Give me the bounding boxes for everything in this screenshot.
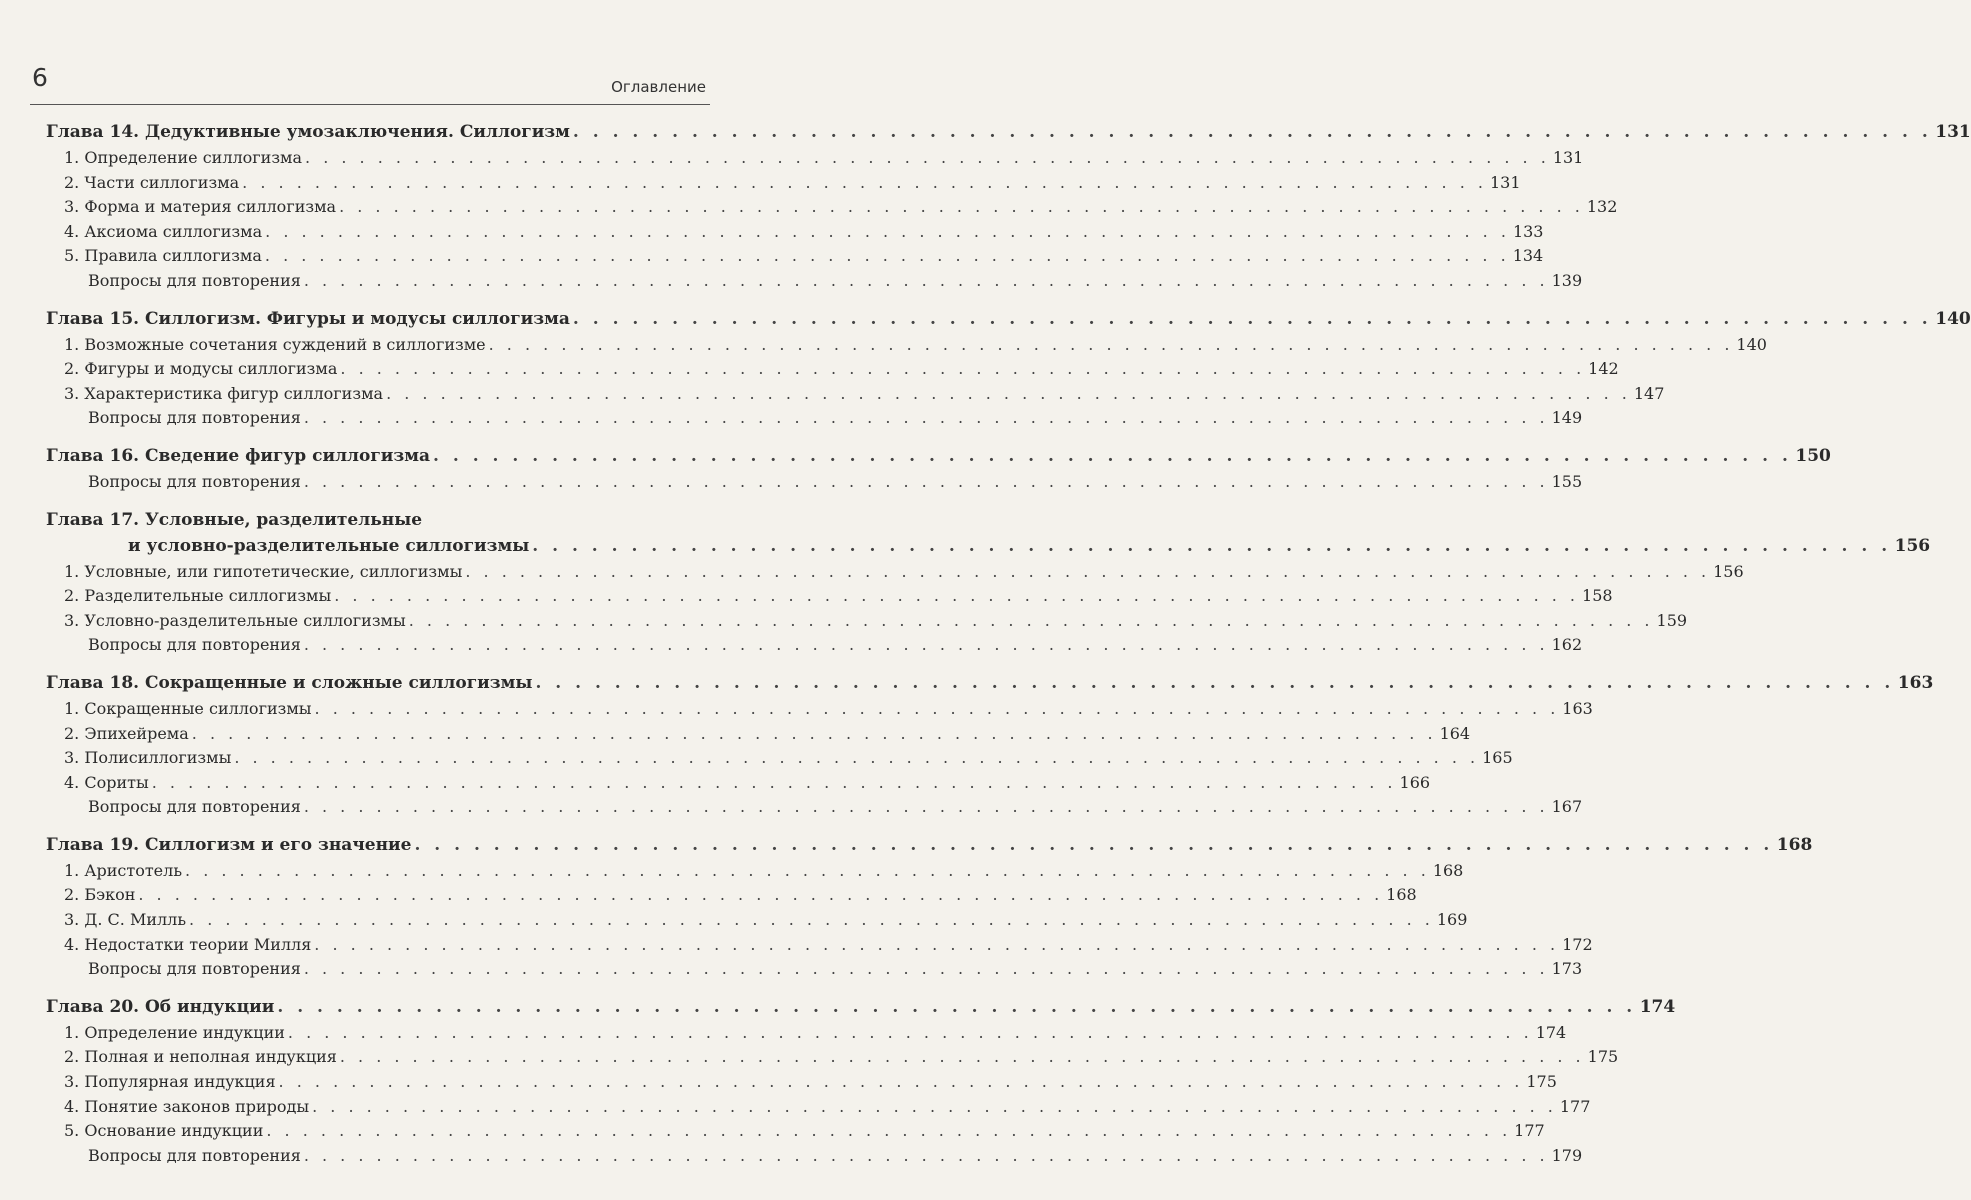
entry-title xyxy=(46,1072,276,1091)
dot-leader: . . . . . . . . . . . . . . . . . . . . . . . . . . . . . . . . . . . . . . . . . . . . . . . . . . . . . . . . . . . . . . . . . . . . . xyxy=(339,197,1584,217)
entry-page: 147 xyxy=(1633,383,1665,403)
entry-title-text: Популярная индукция xyxy=(84,1072,276,1092)
page-header xyxy=(0,0,744,106)
entry-number: 2. xyxy=(64,1047,80,1067)
dot-leader: . . . . . . . . . . . . . . . . . . . . . . . . . . . . . . . . . . . . . . . . . . . . . . . . . . . . . . . . . . . . . . . . . . . . . xyxy=(151,772,1397,792)
entry-page: 149 xyxy=(1551,408,1583,428)
chapter-block xyxy=(46,996,1676,1171)
entry-page: 155 xyxy=(1551,471,1583,491)
entry-number: 1. xyxy=(64,1022,80,1042)
entry-title-text: Глава 15. Силлогизм. Фигуры и модусы силлогизма xyxy=(46,308,570,329)
entry-page: 175 xyxy=(1587,1047,1619,1067)
entry-title xyxy=(46,1146,301,1165)
chapter-block xyxy=(46,308,1971,433)
entry-title-text: Вопросы для повторения xyxy=(88,1145,301,1165)
entry-title xyxy=(46,536,529,556)
entry-title xyxy=(46,885,135,904)
entry-title-text: Глава 14. Дедуктивные умозаключения. Силлогизм xyxy=(46,122,570,142)
entry-number: 3. xyxy=(64,1072,80,1092)
entry-title-text: Аксиома силлогизма xyxy=(84,221,263,241)
entry-number: 3. xyxy=(64,910,80,930)
dot-leader: . . . . . . . . . . . . . . . . . . . . . . . . . . . . . . . . . . . . . . . . . . . . . . . . . . . . . . . . . . . . . . . . . . . . . xyxy=(266,1121,1512,1141)
section-row xyxy=(46,910,1468,935)
review-questions-row xyxy=(46,270,1583,296)
dot-leader: . . . . . . . . . . . . . . . . . . . . . . . . . . . . . . . . . . . . . . . . . . . . . . . . . . . . . . . . . . . . . . . . . . . . . xyxy=(334,586,1580,606)
entry-page: 169 xyxy=(1436,910,1468,930)
entry-title xyxy=(46,309,570,329)
entry-title-text: Возможные сочетания суждений в силлогизме xyxy=(84,334,486,354)
entry-number: 1. xyxy=(64,334,80,354)
entry-title xyxy=(46,359,337,378)
entry-title xyxy=(46,861,182,880)
entry-title xyxy=(46,1097,309,1116)
entry-page: 174 xyxy=(1535,1022,1567,1042)
chapter-block xyxy=(46,445,1831,497)
chapter-title-row xyxy=(46,535,1931,562)
entry-title xyxy=(46,797,301,816)
entry-page: 168 xyxy=(1432,860,1464,880)
chapter-title-row xyxy=(46,122,1971,148)
section-row xyxy=(46,885,1417,910)
entry-title-text: Характеристика фигур силлогизма xyxy=(84,383,384,403)
dot-leader: . . . . . . . . . . . . . . . . . . . . . . . . . . . . . . . . . . . . . . . . . . . . . . . . . . . . . . . . . . . . . . . . . . . . . xyxy=(303,408,1549,428)
dot-leader: . . . . . . . . . . . . . . . . . . . . . . . . . . . . . . . . . . . . . . . . . . . . . . . . . . . . . . . . . . . . . . . . . . . . . xyxy=(572,122,1932,142)
entry-title xyxy=(46,148,302,167)
entry-title xyxy=(46,384,383,403)
dot-leader: . . . . . . . . . . . . . . . . . . . . . . . . . . . . . . . . . . . . . . . . . . . . . . . . . . . . . . . . . . . . . . . . . . . . . xyxy=(234,748,1480,768)
entry-title-text: Правила силлогизма xyxy=(84,246,262,266)
dot-leader: . . . . . . . . . . . . . . . . . . . . . . . . . . . . . . . . . . . . . . . . . . . . . . . . . . . . . . . . . . . . . . . . . . . . . xyxy=(303,959,1549,979)
dot-leader: . . . . . . . . . . . . . . . . . . . . . . . . . . . . . . . . . . . . . . . . . . . . . . . . . . . . . . . . . . . . . . . . . . . . . xyxy=(287,1022,1533,1042)
dot-leader: . . . . . . . . . . . . . . . . . . . . . . . . . . . . . . . . . . . . . . . . . . . . . . . . . . . . . . . . . . . . . . . . . . . . . xyxy=(532,535,1892,556)
review-questions-row xyxy=(46,471,1583,497)
dot-leader: . . . . . . . . . . . . . . . . . . . . . . . . . . . . . . . . . . . . . . . . . . . . . . . . . . . . . . . . . . . . . . . . . . . . . xyxy=(414,834,1774,855)
entry-title xyxy=(46,910,186,929)
dot-leader: . . . . . . . . . . . . . . . . . . . . . . . . . . . . . . . . . . . . . . . . . . . . . . . . . . . . . . . . . . . . . . . . . . . . . xyxy=(138,885,1384,905)
review-questions-row xyxy=(46,797,1583,822)
review-questions-row xyxy=(46,1145,1583,1171)
section-row xyxy=(46,561,1744,587)
review-questions-row xyxy=(46,408,1583,433)
entry-number: 5. xyxy=(64,1121,80,1141)
section-row xyxy=(46,698,1593,724)
entry-title-text: Сокращенные силлогизмы xyxy=(84,698,312,718)
entry-title-text: Недостатки теории Милля xyxy=(84,934,312,954)
entry-title xyxy=(46,222,262,241)
dot-leader: . . . . . . . . . . . . . . . . . . . . . . . . . . . . . . . . . . . . . . . . . . . . . . . . . . . . . . . . . . . . . . . . . . . . . xyxy=(303,471,1549,491)
entry-title-text: и условно-разделительные силлогизмы xyxy=(128,535,530,556)
entry-number: 4. xyxy=(64,1096,80,1116)
section-row xyxy=(46,748,1513,773)
entry-title-text: Глава 18. Сокращенные и сложные силлогизмы xyxy=(46,672,533,693)
entry-title-text: Вопросы для повторения xyxy=(88,270,301,290)
entry-title xyxy=(46,408,301,427)
dot-leader: . . . . . . . . . . . . . . . . . . . . . . . . . . . . . . . . . . . . . . . . . . . . . . . . . . . . . . . . . . . . . . . . . . . . . xyxy=(386,383,1631,403)
dot-leader: . . . . . . . . . . . . . . . . . . . . . . . . . . . . . . . . . . . . . . . . . . . . . . . . . . . . . . . . . . . . . . . . . . . . . xyxy=(314,698,1560,718)
entry-page: 131 xyxy=(1489,172,1521,192)
entry-title-text: Фигуры и модусы силлогизма xyxy=(84,359,338,379)
entry-title-text: Форма и материя силлогизма xyxy=(84,197,337,217)
entry-page: 172 xyxy=(1562,934,1593,954)
entry-title xyxy=(46,271,301,290)
chapter-title-row xyxy=(46,834,1813,861)
entry-page: 179 xyxy=(1551,1145,1583,1165)
dot-leader: . . . . . . . . . . . . . . . . . . . . . . . . . . . . . . . . . . . . . . . . . . . . . . . . . . . . . . . . . . . . . . . . . . . . . xyxy=(305,148,1550,167)
entry-title-text: Вопросы для повторения xyxy=(88,959,301,979)
entry-title xyxy=(46,246,262,265)
entry-title xyxy=(46,173,239,192)
entry-page: 156 xyxy=(1894,535,1931,556)
entry-page: 133 xyxy=(1512,221,1544,241)
dot-leader: . . . . . . . . . . . . . . . . . . . . . . . . . . . . . . . . . . . . . . . . . . . . . . . . . . . . . . . . . . . . . . . . . . . . . xyxy=(408,610,1654,630)
entry-number: 2. xyxy=(64,359,80,379)
section-row xyxy=(46,610,1688,636)
entry-number: 1. xyxy=(64,698,80,718)
dot-leader: . . . . . . . . . . . . . . . . . . . . . . . . . . . . . . . . . . . . . . . . . . . . . . . . . . . . . . . . . . . . . . . . . . . . . xyxy=(242,172,1487,192)
dot-leader: . . . . . . . . . . . . . . . . . . . . . . . . . . . . . . . . . . . . . . . . . . . . . . . . . . . . . . . . . . . . . . . . . . . . . xyxy=(277,996,1637,1017)
entry-page: 173 xyxy=(1551,959,1583,979)
chapter-block xyxy=(46,122,1971,296)
dot-leader: . . . . . . . . . . . . . . . . . . . . . . . . . . . . . . . . . . . . . . . . . . . . . . . . . . . . . . . . . . . . . . . . . . . . . xyxy=(303,797,1549,817)
entry-title xyxy=(46,472,301,491)
entry-page: 140 xyxy=(1935,308,1971,329)
entry-title xyxy=(46,699,312,718)
entry-title-text: Основание индукции xyxy=(84,1121,264,1141)
entry-number: 3. xyxy=(64,748,80,768)
dot-leader: . . . . . . . . . . . . . . . . . . . . . . . . . . . . . . . . . . . . . . . . . . . . . . . . . . . . . . . . . . . . . . . . . . . . . xyxy=(314,934,1560,954)
entry-title-text: Условно-разделительные силлогизмы xyxy=(84,610,406,630)
entry-number: 1. xyxy=(64,148,80,167)
entry-title-text: Бэкон xyxy=(84,885,136,905)
dot-leader: . . . . . . . . . . . . . . . . . . . . . . . . . . . . . . . . . . . . . . . . . . . . . . . . . . . . . . . . . . . . . . . . . . . . . xyxy=(278,1072,1524,1092)
entry-number: 2. xyxy=(64,885,80,905)
section-row xyxy=(46,1072,1557,1097)
section-row xyxy=(46,1096,1591,1122)
dot-leader: . . . . . . . . . . . . . . . . . . . . . . . . . . . . . . . . . . . . . . . . . . . . . . . . . . . . . . . . . . . . . . . . . . . . . xyxy=(185,860,1430,880)
section-row xyxy=(46,1022,1567,1048)
entry-title xyxy=(46,1023,285,1042)
entry-page: 165 xyxy=(1482,748,1513,768)
entry-page: 159 xyxy=(1656,610,1688,630)
entry-page: 174 xyxy=(1639,996,1676,1017)
chapter-title-row xyxy=(46,445,1831,472)
section-row xyxy=(46,723,1471,749)
entry-title xyxy=(46,510,422,530)
entry-title-text: Определение индукции xyxy=(84,1022,285,1042)
entry-title xyxy=(46,997,274,1017)
entry-title-text: Полисиллогизмы xyxy=(84,748,232,768)
chapter-block xyxy=(46,672,1934,822)
header-rule xyxy=(30,104,710,105)
entry-page: 166 xyxy=(1399,772,1431,792)
entry-title xyxy=(46,773,149,792)
entry-number: 4. xyxy=(64,934,80,954)
entry-page: 142 xyxy=(1588,359,1619,379)
chapter-block xyxy=(46,834,1813,984)
entry-page: 131 xyxy=(1935,122,1971,142)
entry-title-text: Глава 17. Условные, разделительные xyxy=(46,509,423,530)
entry-number: 3. xyxy=(64,197,80,217)
dot-leader: . . . . . . . . . . . . . . . . . . . . . . . . . . . . . . . . . . . . . . . . . . . . . . . . . . . . . . . . . . . . . . . . . . . . . xyxy=(303,270,1549,290)
entry-title xyxy=(46,335,486,354)
entry-page: 156 xyxy=(1713,561,1744,581)
entry-page: 132 xyxy=(1586,197,1618,217)
entry-title-text: Д. С. Милль xyxy=(84,910,187,930)
section-row xyxy=(46,1121,1545,1146)
entry-title-text: Части силлогизма xyxy=(84,172,240,192)
entry-title xyxy=(46,673,532,693)
section-row xyxy=(46,172,1521,198)
entry-title-text: Полная и неполная индукция xyxy=(84,1047,337,1067)
section-row xyxy=(46,1047,1619,1072)
chapter-title-row xyxy=(46,308,1971,335)
section-row xyxy=(46,934,1593,960)
entry-page: 140 xyxy=(1736,334,1767,354)
entry-number: 3. xyxy=(64,610,80,630)
section-row xyxy=(46,359,1619,384)
chapter-title-row xyxy=(46,996,1676,1023)
dot-leader: . . . . . . . . . . . . . . . . . . . . . . . . . . . . . . . . . . . . . . . . . . . . . . . . . . . . . . . . . . . . . . . . . . . . . xyxy=(312,1096,1557,1116)
entry-number: 5. xyxy=(64,246,80,266)
entry-page: 158 xyxy=(1582,586,1613,606)
entry-page: 177 xyxy=(1514,1121,1545,1141)
entry-number: 1. xyxy=(64,860,80,880)
entry-number: 4. xyxy=(64,221,80,241)
dot-leader: . . . . . . . . . . . . . . . . . . . . . . . . . . . . . . . . . . . . . . . . . . . . . . . . . . . . . . . . . . . . . . . . . . . . . xyxy=(572,308,1932,329)
entry-number: 1. xyxy=(64,561,80,581)
entry-page: 131 xyxy=(1552,148,1584,167)
entry-title-text: Вопросы для повторения xyxy=(88,471,301,491)
table-of-contents xyxy=(46,122,1971,1183)
section-row xyxy=(46,334,1767,360)
entry-title xyxy=(46,748,231,767)
entry-page: 134 xyxy=(1512,246,1544,266)
entry-page: 164 xyxy=(1439,723,1471,743)
entry-page: 139 xyxy=(1551,270,1583,290)
chapter-block xyxy=(46,509,1931,660)
section-row xyxy=(46,197,1618,222)
dot-leader: . . . . . . . . . . . . . . . . . . . . . . . . . . . . . . . . . . . . . . . . . . . . . . . . . . . . . . . . . . . . . . . . . . . . . xyxy=(189,910,1434,930)
dot-leader: . . . . . . . . . . . . . . . . . . . . . . . . . . . . . . . . . . . . . . . . . . . . . . . . . . . . . . . . . . . . . . . . . . . . . xyxy=(488,334,1734,354)
entry-page: 163 xyxy=(1897,672,1934,693)
dot-leader: . . . . . . . . . . . . . . . . . . . . . . . . . . . . . . . . . . . . . . . . . . . . . . . . . . . . . . . . . . . . . . . . . . . . . xyxy=(339,1047,1585,1067)
entry-page: 150 xyxy=(1795,445,1831,466)
chapter-title-row xyxy=(46,510,708,536)
entry-title xyxy=(46,1047,337,1066)
entry-title-text: Разделительные силлогизмы xyxy=(84,586,332,606)
entry-title-text: Вопросы для повторения xyxy=(88,635,301,655)
section-row xyxy=(46,586,1613,611)
entry-title xyxy=(46,197,336,216)
entry-number: 2. xyxy=(64,172,80,192)
entry-title-text: Глава 16. Сведение фигур силлогизма xyxy=(46,445,431,466)
entry-title-text: Определение силлогизма xyxy=(84,148,303,167)
entry-page: 177 xyxy=(1559,1096,1591,1116)
entry-title-text: Аристотель xyxy=(84,860,183,880)
entry-title-text: Глава 19. Силлогизм и его значение xyxy=(46,834,412,855)
dot-leader: . . . . . . . . . . . . . . . . . . . . . . . . . . . . . . . . . . . . . . . . . . . . . . . . . . . . . . . . . . . . . . . . . . . . . xyxy=(433,445,1792,466)
entry-page: 175 xyxy=(1526,1072,1557,1092)
entry-number: 2. xyxy=(64,723,80,743)
dot-leader: . . . . . . . . . . . . . . . . . . . . . . . . . . . . . . . . . . . . . . . . . . . . . . . . . . . . . . . . . . . . . . . . . . . . . xyxy=(465,561,1711,581)
entry-number: 3. xyxy=(64,383,80,403)
entry-title-text: Глава 20. Об индукции xyxy=(46,996,275,1017)
entry-page: 167 xyxy=(1551,797,1583,817)
dot-leader: . . . . . . . . . . . . . . . . . . . . . . . . . . . . . . . . . . . . . . . . . . . . . . . . . . . . . . . . . . . . . . . . . . . . . xyxy=(303,635,1549,655)
section-row xyxy=(46,221,1544,247)
page-number: 6 xyxy=(32,63,48,92)
entry-title xyxy=(46,635,301,654)
entry-page: 168 xyxy=(1776,834,1813,855)
entry-title-text: Эпихейрема xyxy=(84,723,189,743)
entry-title xyxy=(46,935,311,954)
entry-title xyxy=(46,446,430,466)
review-questions-row xyxy=(46,635,1583,660)
dot-leader: . . . . . . . . . . . . . . . . . . . . . . . . . . . . . . . . . . . . . . . . . . . . . . . . . . . . . . . . . . . . . . . . . . . . . xyxy=(265,221,1510,241)
dot-leader: . . . . . . . . . . . . . . . . . . . . . . . . . . . . . . . . . . . . . . . . . . . . . . . . . . . . . . . . . . . . . . . . . . . . . xyxy=(264,246,1510,266)
entry-title-text: Условные, или гипотетические, силлогизмы xyxy=(84,561,463,581)
dot-leader: . . . . . . . . . . . . . . . . . . . . . . . . . . . . . . . . . . . . . . . . . . . . . . . . . . . . . . . . . . . . . . . . . . . . . xyxy=(191,723,1437,743)
entry-title-text: Сориты xyxy=(84,772,149,792)
entry-title xyxy=(46,562,462,581)
entry-title xyxy=(46,724,189,743)
dot-leader: . . . . . . . . . . . . . . . . . . . . . . . . . . . . . . . . . . . . . . . . . . . . . . . . . . . . . . . . . . . . . . . . . . . . . xyxy=(303,1145,1549,1165)
entry-page: 168 xyxy=(1386,885,1417,905)
section-row xyxy=(46,383,1665,409)
entry-title xyxy=(46,586,331,605)
dot-leader: . . . . . . . . . . . . . . . . . . . . . . . . . . . . . . . . . . . . . . . . . . . . . . . . . . . . . . . . . . . . . . . . . . . . . xyxy=(340,359,1586,379)
entry-page: 163 xyxy=(1562,698,1593,718)
review-questions-row xyxy=(46,959,1583,984)
entry-title xyxy=(46,835,411,855)
entry-number: 4. xyxy=(64,772,80,792)
dot-leader: . . . . . . . . . . . . . . . . . . . . . . . . . . . . . . . . . . . . . . . . . . . . . . . . . . . . . . . . . . . . . . . . . . . . . xyxy=(535,672,1895,693)
entry-page: 162 xyxy=(1551,635,1583,655)
section-row xyxy=(46,246,1544,271)
chapter-title-row xyxy=(46,672,1934,699)
entry-title xyxy=(46,1121,263,1140)
entry-number: 2. xyxy=(64,586,80,606)
entry-title-text: Понятие законов природы xyxy=(84,1096,310,1116)
running-title: Оглавление xyxy=(611,78,706,96)
entry-title xyxy=(46,959,301,978)
entry-title-text: Вопросы для повторения xyxy=(88,408,301,428)
entry-title xyxy=(46,611,406,630)
entry-title xyxy=(46,122,570,142)
section-row xyxy=(46,148,1584,173)
section-row xyxy=(46,860,1464,886)
section-row xyxy=(46,772,1431,798)
entry-title-text: Вопросы для повторения xyxy=(88,797,301,817)
